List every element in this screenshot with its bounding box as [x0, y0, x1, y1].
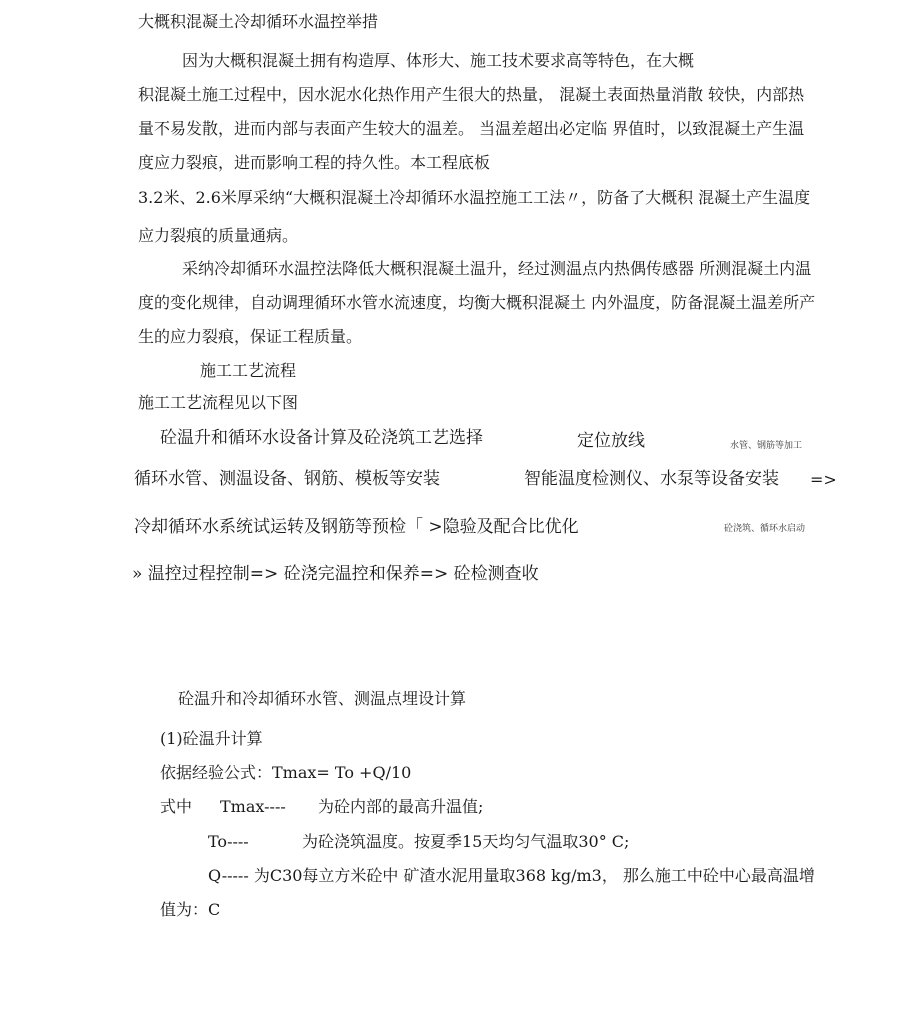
- paragraph-line: 积混凝土施工过程中，因水泥水化热作用产生很大的热量， 混凝土表面热量消散 较快，内部热: [138, 85, 805, 104]
- flow-step: » 温控过程控制=> 砼浇完温控和保养=> 砼检测查收: [132, 564, 539, 584]
- flow-note: 水管、钢筋等加工: [730, 441, 803, 451]
- calc-heading: 砼温升和冷却循环水管、测温点埋设计算: [178, 689, 467, 708]
- paragraph-line: 应力裂痕的质量通病。: [138, 226, 299, 245]
- formula: 依据经验公式：Tmax= To +Q/10: [160, 763, 412, 782]
- definition-text: 为砼内部的最高升温值;: [318, 797, 484, 816]
- flow-step: 循环水管、测温设备、钢筋、模板等安装: [134, 469, 440, 489]
- page-title: 大概积混凝土冷却循环水温控举措: [138, 12, 379, 31]
- definition-text: 值为：C: [160, 900, 221, 919]
- definition-term: Tmax----: [220, 797, 286, 816]
- paragraph-line: 度应力裂痕，进而影响工程的持久性。本工程底板: [138, 153, 491, 172]
- definition-label: 式中: [160, 797, 193, 816]
- paragraph-line: 采纳冷却循环水温控法降低大概积混凝土温升，经过测温点内热偶传感器 所测混凝土内温: [182, 259, 812, 278]
- definition-term: To----: [208, 832, 249, 851]
- paragraph-line: 3.2米、2.6米厚采纳“大概积混凝土冷却循环水温控施工工法〃，防备了大概积 混凝土产生温度: [138, 188, 811, 207]
- flow-arrow: =>: [810, 470, 837, 489]
- paragraph-line: 度的变化规律，自动调理循环水管水流速度，均衡大概积混凝土 内外温度，防备混凝土温差所产: [138, 293, 816, 312]
- paragraph-line: 因为大概积混凝土拥有构造厚、体形大、施工技术要求高等特色，在大概: [182, 51, 695, 70]
- flow-note: 砼浇筑、循环水启动: [724, 524, 806, 534]
- paragraph-line: 量不易发散，进而内部与表面产生较大的温差。 当温差超出必定临 界值时，以致混凝土产生温: [138, 119, 805, 138]
- flow-step: 智能温度检测仪、水泵等设备安装: [524, 469, 779, 489]
- paragraph-line: 生的应力裂痕，保证工程质量。: [138, 327, 363, 346]
- process-intro: 施工工艺流程见以下图: [138, 393, 299, 412]
- definition-text: 为砼浇筑温度。按夏季15天均匀气温取30° C;: [302, 832, 630, 851]
- definition-text: Q----- 为C30每立方米砼中 矿渣水泥用量取368 kg/m3， 那么施工中砼中心最高温增: [208, 866, 815, 885]
- calc-subheading: (1)砼温升计算: [160, 729, 263, 748]
- flow-step: 冷却循环水系统试运转及钢筋等预检「 >隐验及配合比优化: [134, 517, 579, 537]
- flow-step: 定位放线: [577, 431, 645, 451]
- process-heading: 施工工艺流程: [200, 361, 297, 380]
- flow-step: 砼温升和循环水设备计算及砼浇筑工艺选择: [160, 428, 483, 448]
